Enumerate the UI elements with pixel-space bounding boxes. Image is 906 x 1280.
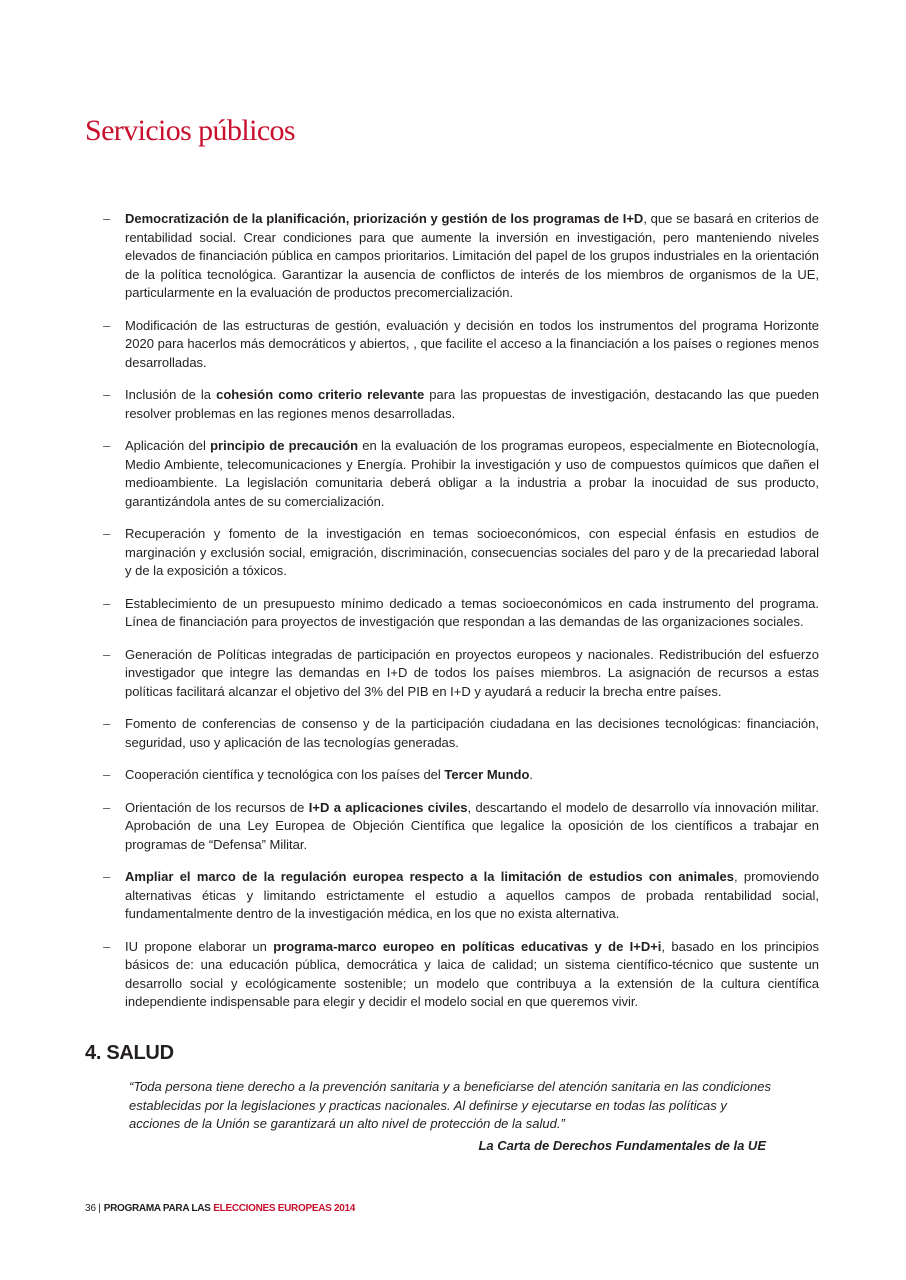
bullet-text-after: , descartando el modelo de desarrollo vía innovación militar. Aprobación de una Ley Europea de Objeción Científica que legalice la oposición de los científicos a trabajar en programas de “Defensa” Militar. [125,799,819,852]
page-title: Servicios públicos [85,114,296,147]
quote-source: La Carta de Derechos Fundamentales de la UE [478,1138,766,1153]
bullet-text-before: IU propone elaborar un [125,938,274,954]
list-item [103,317,819,373]
bullet-text-after: . [529,767,534,782]
bullet-text: , promoviendo alternativas éticas y limitando estrictamente el estudio a aquellos campos de probada rentabilidad social, fundamentalmente dentro de la investigación médica, en los que no exista alternativa. [125,869,819,921]
footer-label: PROGRAMA PARA LAS [103,1203,211,1214]
bullet-dash: – [103,526,111,541]
bullet-dash: – [103,438,111,453]
list-item [103,386,819,423]
bullet-bold: principio de precaución [210,438,359,453]
bullet-dash: – [103,317,111,333]
page-number: 36 [85,1203,97,1214]
page-footer [85,1203,355,1214]
bullet-bold: cohesión como criterio relevante [216,387,425,402]
section-heading: 4. SALUD [85,1042,174,1064]
bullet-bold: I+D a aplicaciones civiles [308,799,468,815]
bullet-dash: – [103,387,111,402]
bullet-text: Generación de Políticas integradas de participación en proyectos europeos y nacionales. Redistribución del esfuerzo investigador que integre las demandas en I+D de todos los países miembros. La asignación de recursos a estas políticas facilitará alcanzar el objetivo del 3% del PIB en I+D y ayudará a reducir la brecha entre países. [125,646,819,699]
bullet-list [103,210,819,1026]
bullet-text-after: , basado en los principios básicos de: una educación pública, democrática y laica de calidad; un sistema científico-técnico que sustente un desarrollo social y ecológicamente sostenible; un modelo que contribuya a la extensión de la cultura científica independiente indispensable para elegir y decidir el modelo social en que queremos vivir. [125,938,820,1009]
footer-label-highlight: ELECCIONES EUROPEAS 2014 [213,1203,356,1214]
bullet-dash: – [103,767,111,782]
bullet-text-before: Orientación de los recursos de [125,799,309,815]
list-item [103,766,819,785]
bullet-bold-lead: Ampliar el marco de la regulación europea respecto a la limitación de estudios con animales [125,869,734,884]
bullet-text: , que se basará en criterios de rentabilidad social. Crear condiciones para que aumente la inversión en investigación, pero manteniendo niveles elevados de financiación pública en campos prioritarios. Limitación del papel de los grupos industriales en la orientación de la política tecnológica. Garantizar la ausencia de conflictos de interés de los miembros de organismos de la UE, particularmente en la evaluación de productos precomercialización. [125,211,819,300]
list-item [103,210,819,303]
bullet-dash: – [103,799,111,815]
list-item [103,938,819,1012]
bullet-text-after: en la evaluación de los programas europeos, especialmente en Biotecnología, Medio Ambiente, telecomunicaciones y Energía. Prohibir la investigación y uso de compuestos químicos que dañen el medioambiente. La legislación comunitaria deberá obligar a la industria a probar la inocuidad de sus producto, garantizándola antes de su comercialización. [125,438,819,509]
list-item [103,799,819,855]
bullet-dash: – [103,938,111,954]
bullet-dash: – [103,595,111,611]
bullet-text: Modificación de las estructuras de gestión, evaluación y decisión en todos los instrumentos del programa Horizonte 2020 para hacerlos más democráticos y abiertos, , que facilite el acceso a la financiación a los países o regiones menos desarrolladas. [125,317,819,370]
bullet-dash: – [103,716,111,731]
bullet-text-before: Cooperación científica y tecnológica con los países del [125,767,445,782]
list-item [103,525,819,581]
quote-text: “Toda persona tiene derecho a la prevención sanitaria y a beneficiarse del atención sanitaria en las condiciones establecidas por la legislaciones y practicas nacionales. Al definirse y ejecutarse en todas las políticas y acciones de la Unión se garantizará un alto nivel de protección de la salud.” [129,1079,771,1131]
bullet-text: Fomento de conferencias de consenso y de la participación ciudadana en las decisiones tecnológicas: financiación, seguridad, uso y aplicación de las tecnologías generadas. [125,716,819,750]
bullet-dash: – [103,646,111,662]
bullet-bold-lead: Democratización de la planificación, priorización y gestión de los programas de I+D [125,211,644,226]
bullet-text-before: Aplicación del [125,438,211,453]
bullet-text-before: Inclusión de la [125,387,217,402]
bullet-text: Establecimiento de un presupuesto mínimo dedicado a temas socioeconómicos en cada instrumento del programa. Línea de financiación para proyectos de investigación que respondan a las demandas de las organizaciones sociales. [125,595,819,629]
list-item [103,437,819,511]
list-item [103,868,819,924]
list-item [103,595,819,632]
bullet-text: Recuperación y fomento de la investigación en temas socioeconómicos, con especial énfasis en estudios de marginación y exclusión social, emigración, discriminación, consecuencias sociales del paro y de la precariedad laboral y de la exposición a tóxicos. [125,526,819,578]
bullet-dash: – [103,869,111,884]
bullet-text-after: para las propuestas de investigación, destacando las que pueden resolver problemas en las regiones menos desarrolladas. [125,387,819,421]
bullet-bold: Tercer Mundo [444,767,530,782]
bullet-bold: programa-marco europeo en políticas educativas y de I+D+i [273,938,662,954]
bullet-dash: – [103,211,111,226]
footer-separator: | [98,1203,101,1214]
list-item [103,646,819,702]
list-item [103,715,819,752]
